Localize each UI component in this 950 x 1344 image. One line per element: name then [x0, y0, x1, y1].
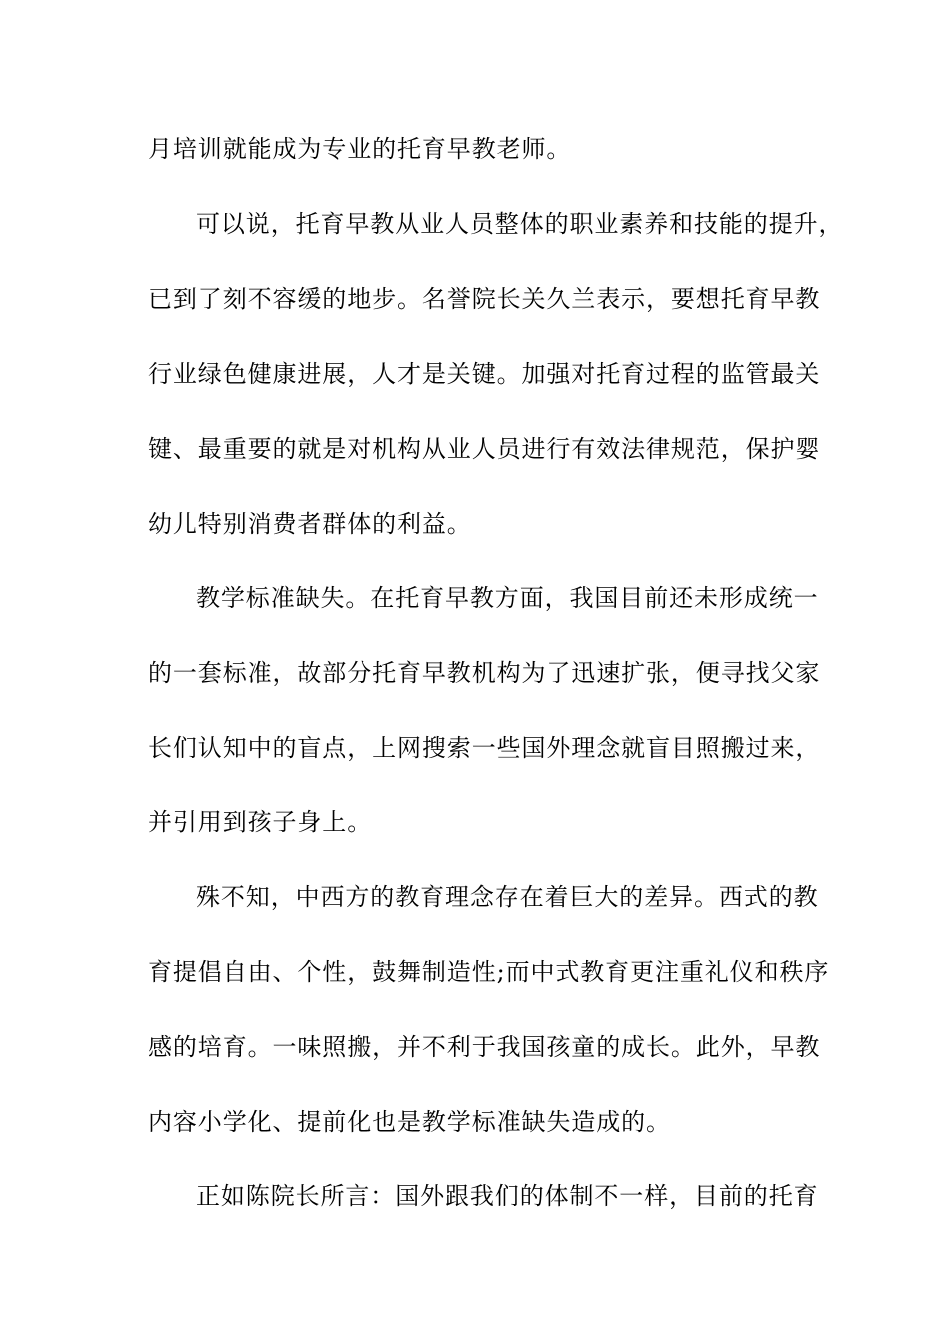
- paragraph-line: 并引用到孩子身上。: [148, 808, 373, 836]
- paragraph-line: 教学标准缺失。在托育早教方面，我国目前还未形成统一: [196, 584, 819, 612]
- paragraph-line: 月培训就能成为专业的托育早教老师。: [148, 135, 572, 163]
- paragraph-line: 正如陈院长所言：国外跟我们的体制不一样，目前的托育: [196, 1182, 819, 1210]
- paragraph-line: 的一套标准，故部分托育早教机构为了迅速扩张，便寻找父家: [148, 659, 821, 687]
- paragraph-line: 键、最重要的就是对机构从业人员进行有效法律规范，保护婴: [148, 435, 821, 463]
- paragraph-line: 已到了刻不容缓的地步。名誉院长关久兰表示，要想托育早教: [148, 285, 821, 313]
- paragraph-line: 行业绿色健康进展，人才是关键。加强对托育过程的监管最关: [148, 360, 821, 388]
- paragraph-line: 长们认知中的盲点，上网搜索一些国外理念就盲目照搬过来，: [148, 734, 821, 762]
- paragraph-line: 感的培育。一味照搬，并不利于我国孩童的成长。此外，早教: [148, 1033, 821, 1061]
- paragraph-line: 幼儿特别消费者群体的利益。: [148, 510, 472, 538]
- paragraph-line: 可以说，托育早教从业人员整体的职业素养和技能的提升，: [196, 210, 844, 238]
- paragraph-line: 内容小学化、提前化也是教学标准缺失造成的。: [148, 1108, 671, 1136]
- paragraph-line: 育提倡自由、个性，鼓舞制造性;而中式教育更注重礼仪和秩序: [148, 958, 830, 986]
- paragraph-line: 殊不知，中西方的教育理念存在着巨大的差异。西式的教: [196, 883, 819, 911]
